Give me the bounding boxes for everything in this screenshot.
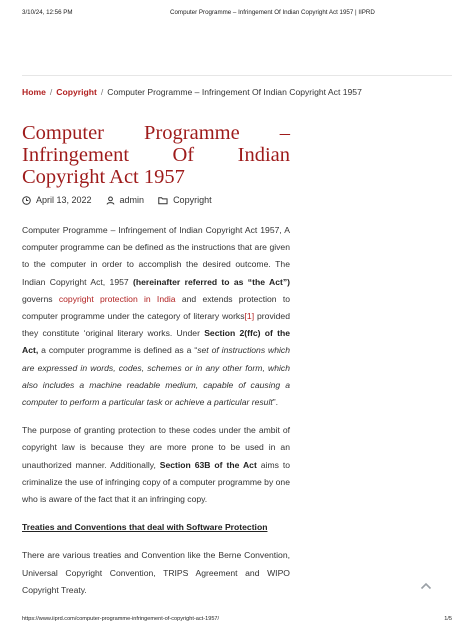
breadcrumb-category-link[interactable]: Copyright — [56, 87, 97, 97]
scroll-to-top-button[interactable] — [418, 578, 434, 594]
post-author[interactable] — [106, 195, 145, 205]
bold-section-63b: Section 63B of the Act — [159, 459, 257, 470]
breadcrumb-separator: / — [100, 87, 104, 97]
post-author-text: admin — [119, 195, 145, 205]
article-content — [22, 222, 290, 610]
breadcrumb-separator: / — [49, 87, 53, 97]
print-header — [0, 9, 474, 21]
post-date[interactable] — [22, 195, 92, 205]
print-date: 3/10/24, 12:56 PM — [22, 9, 73, 16]
link-copyright-protection[interactable]: copyright protection in India — [58, 293, 176, 304]
paragraph-purpose: The purpose of granting protection to these codes under the ambit of copyright law is because they are more prone to be used in an unauthorized manner. Additionally, Section 63B of the Act aims to criminalize the use of infringing copy of a computer programme by one who is aware of the fact that it an infringing copy. — [22, 425, 290, 505]
page-title: Computer Programme – Infringement Of Indian Copyright Act 1957 — [22, 122, 290, 188]
bold-section-2ffc: Section 2(ffc) of the Act, — [22, 328, 290, 356]
print-page-title: Computer Programme – Infringement Of Indian Copyright Act 1957 | IIPRD — [170, 9, 375, 16]
header-divider — [22, 75, 452, 76]
post-meta — [22, 195, 226, 205]
paragraph-treaties: There are various treaties and Convention like the Berne Convention, Universal Copyright Convention, TRIPS Agreement and WIPO Copyright Treaty. — [22, 550, 290, 595]
breadcrumb — [22, 87, 362, 97]
post-category-text: Copyright — [173, 195, 212, 205]
post-date-text: April 13, 2022 — [36, 195, 92, 205]
user-icon — [106, 196, 115, 205]
definition-quote: set of instructions which are expressed in words, codes, schemes or in any other form, which also includes a machine readable medium, capable of causing a computer to perform a particular task or achieve a particular result — [22, 345, 291, 408]
bold-note-act: (hereinafter referred to as “the Act”) — [133, 276, 290, 287]
folder-icon — [158, 196, 168, 205]
section-heading-treaties: Treaties and Conventions that deal with Software Protection — [22, 522, 268, 533]
chevron-up-icon — [420, 582, 432, 590]
post-category[interactable] — [158, 195, 212, 205]
footnote-ref-1[interactable]: [1] — [244, 311, 255, 322]
print-url[interactable]: https://www.iiprd.com/computer-programme-infringement-of-copyright-act-1957/ — [22, 616, 220, 622]
breadcrumb-current: Computer Programme – Infringement Of Indian Copyright Act 1957 — [107, 87, 362, 97]
print-page-number: 1/5 — [444, 616, 452, 622]
print-footer — [0, 616, 474, 626]
clock-icon — [22, 196, 31, 205]
breadcrumb-home-link[interactable]: Home — [22, 87, 46, 97]
paragraph-intro: Computer Programme – Infringement of Indian Copyright Act 1957, A computer programme can be defined as the instructions that are given to the computer in order to accomplish the desired outcome. The Indian Copyright Act, 1957 (hereinafter referred to as “the Act”) governs copyright protection in India and extends protection to computer programme under the category of literary works[1] provided they constitute ‘original literary works. Under Section 2(ffc) of the Act, a computer programme is defined as a “set of instructions which are expressed in words, codes, schemes or in any other form, which also includes a machine readable medium, capable of causing a computer to perform a particular task or achieve a particular result”. — [22, 225, 291, 408]
